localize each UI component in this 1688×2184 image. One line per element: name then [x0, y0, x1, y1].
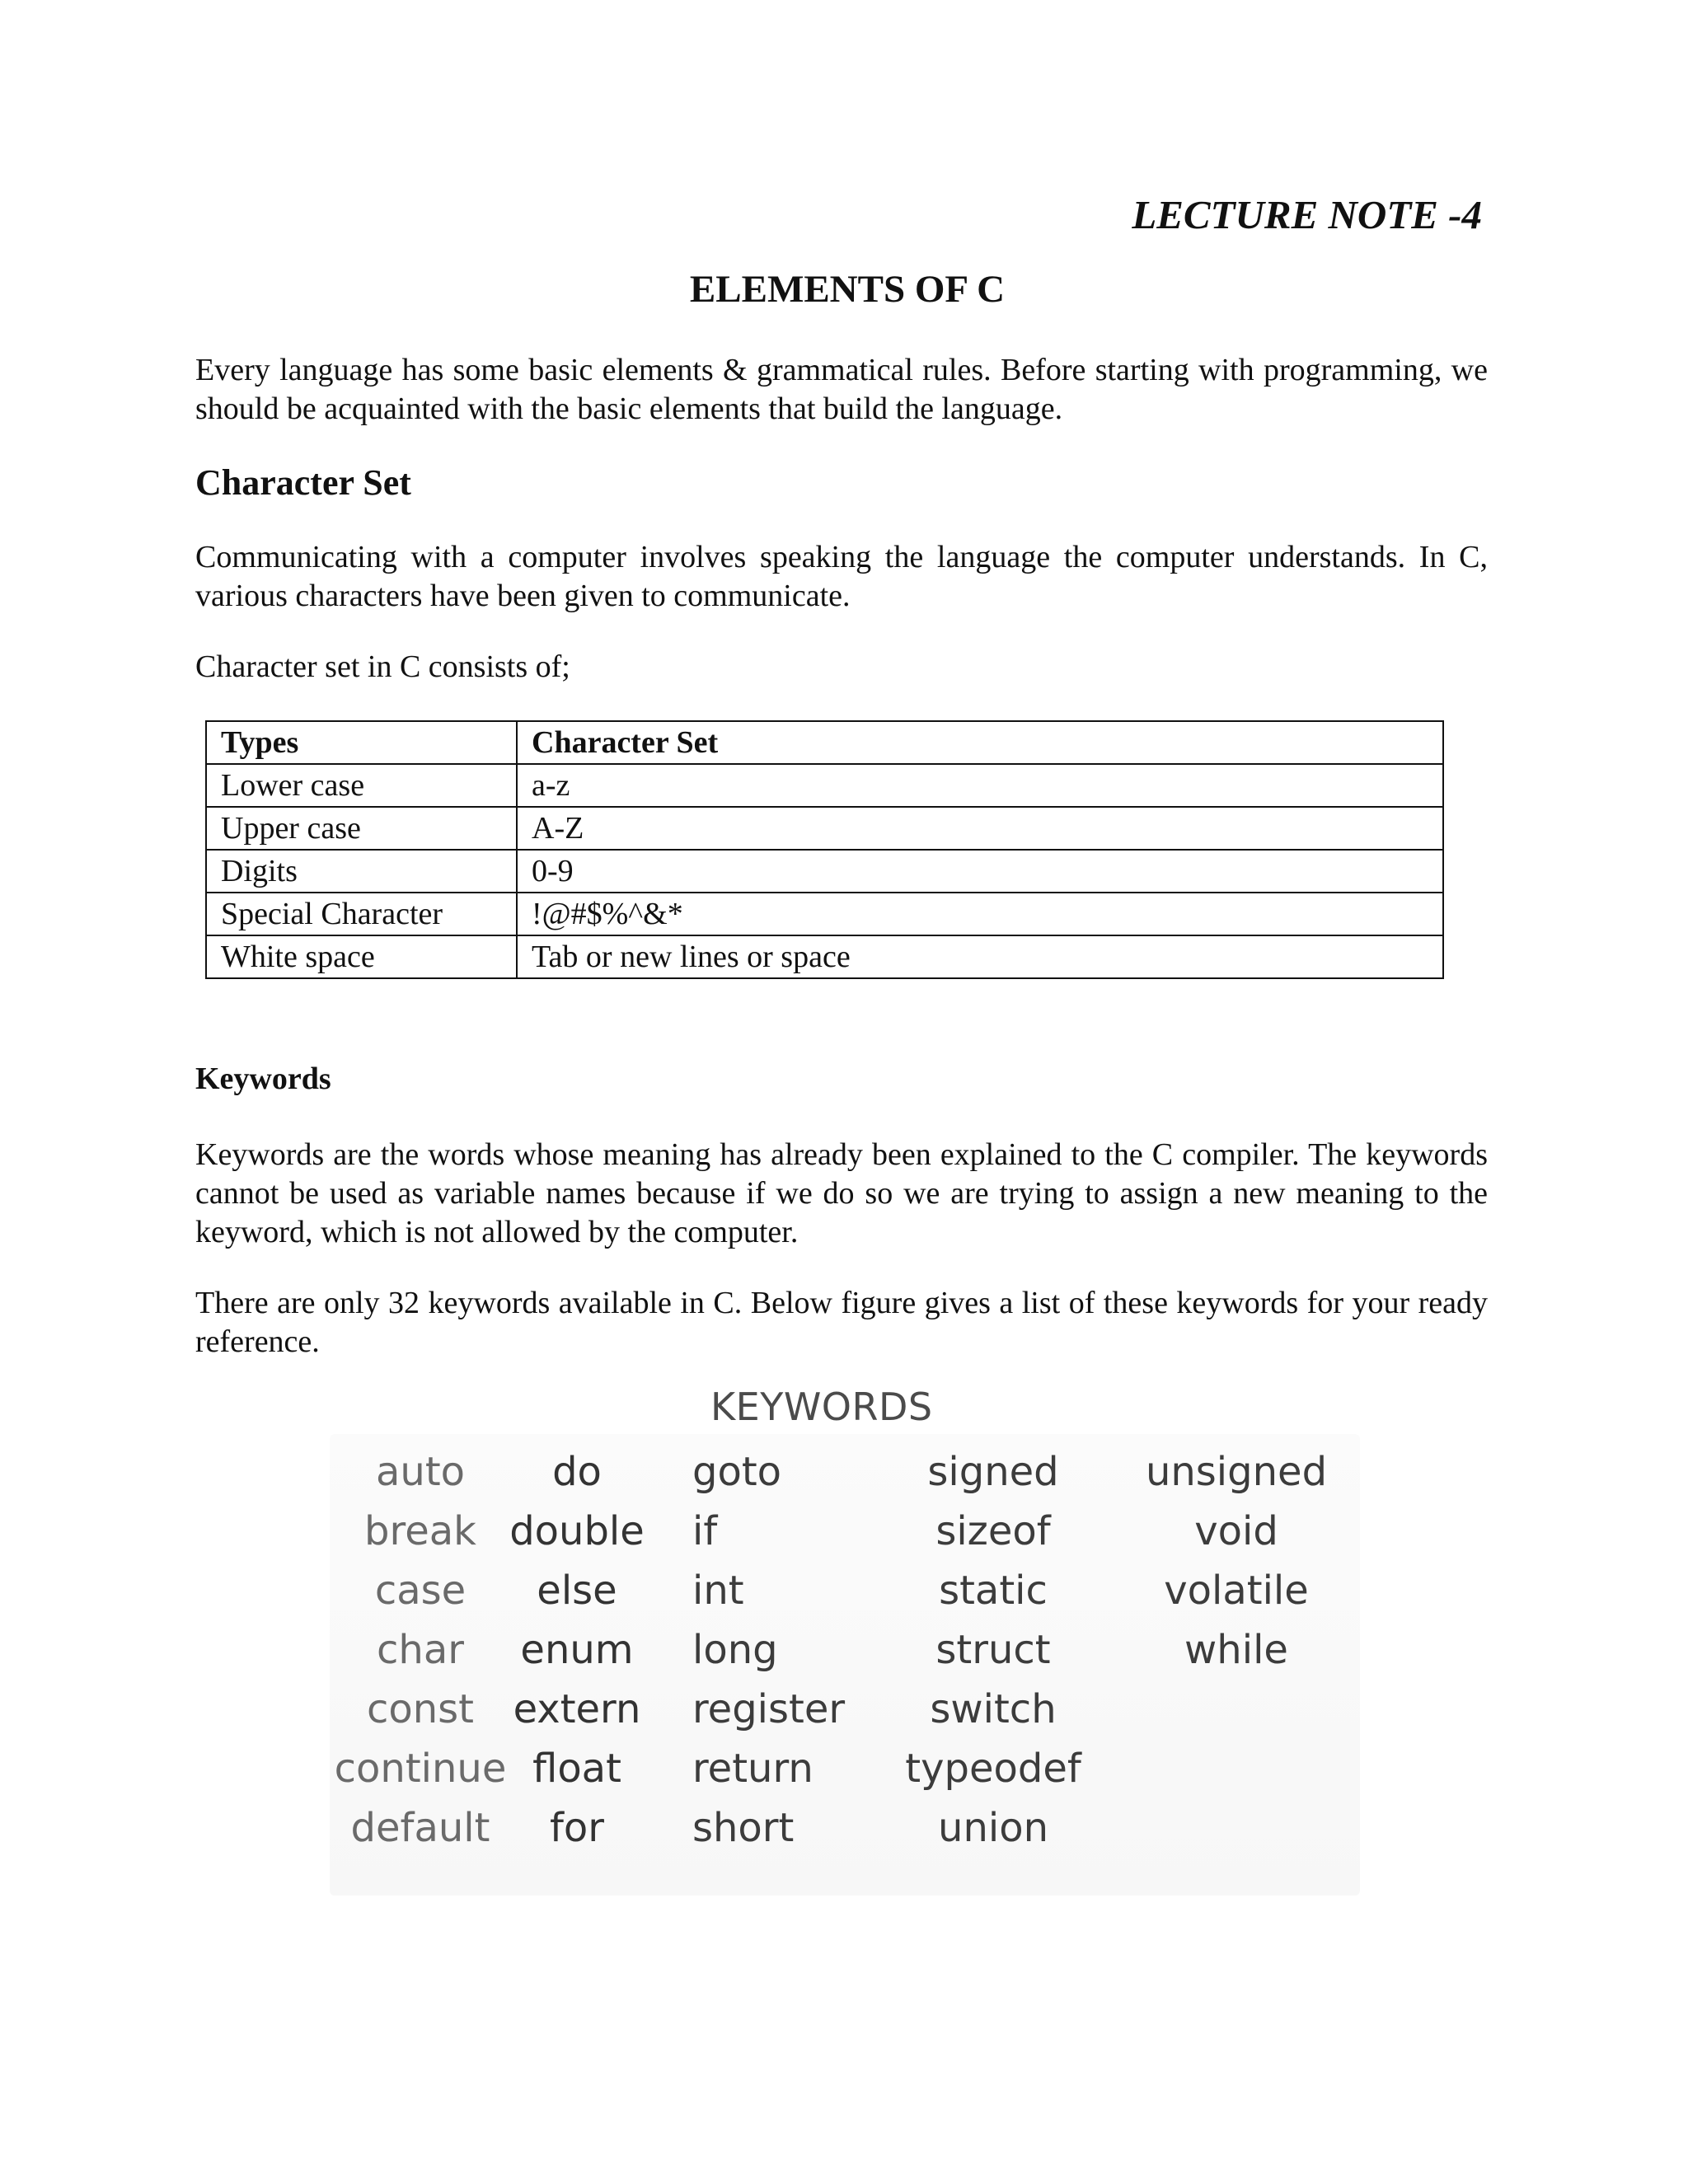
keyword-item: if — [692, 1508, 718, 1554]
table-cell-characters: a-z — [517, 764, 1443, 807]
keywords-count-paragraph: There are only 32 keywords available in C. Below figure gives a list of these keywords for your ready reference. — [195, 1286, 1488, 1359]
keyword-item: switch — [930, 1686, 1057, 1732]
keywords-paragraph: Keywords are the words whose meaning has already been explained to the C compiler. The keywords cannot be used as variable names because if we do so we are trying to assign a new meaning to the keyword, which is not allowed by the computer. — [195, 1137, 1488, 1249]
keyword-item: case — [374, 1568, 467, 1614]
keyword-column-1 — [330, 1442, 511, 1858]
table-header-character-set: Character Set — [517, 721, 1443, 764]
table-cell-characters: 0-9 — [517, 850, 1443, 893]
keyword-item: const — [366, 1686, 474, 1732]
keyword-item: union — [938, 1805, 1048, 1851]
keyword-item: do — [552, 1449, 602, 1495]
table-cell-type: White space — [206, 935, 517, 978]
lecture-note-label: LECTURE NOTE -4 — [1132, 192, 1482, 237]
keyword-item: signed — [927, 1449, 1059, 1495]
keyword-item: enum — [520, 1627, 634, 1673]
keyword-item: sizeof — [935, 1508, 1051, 1554]
table-cell-characters: Tab or new lines or space — [517, 935, 1443, 978]
table-cell-type: Upper case — [206, 807, 517, 850]
keyword-item: long — [692, 1627, 778, 1673]
keyword-item: double — [509, 1508, 645, 1554]
keyword-item: else — [537, 1568, 617, 1614]
table-header-row — [206, 721, 1443, 764]
character-set-consists-text: Character set in C consists of; — [195, 649, 570, 684]
keyword-item: void — [1194, 1508, 1278, 1554]
keyword-item: short — [692, 1805, 795, 1851]
keyword-item: register — [692, 1686, 846, 1732]
keyword-item: volatile — [1164, 1568, 1309, 1614]
keyword-column-3 — [668, 1442, 849, 1858]
table-row — [206, 807, 1443, 850]
keyword-item: typeodef — [905, 1746, 1081, 1792]
table-row — [206, 850, 1443, 893]
keyword-item: float — [532, 1746, 621, 1792]
keyword-item: while — [1184, 1627, 1288, 1673]
keyword-column-2 — [486, 1442, 668, 1858]
keyword-item: continue — [334, 1746, 507, 1792]
character-set-heading: Character Set — [195, 462, 411, 503]
table-cell-characters: A-Z — [517, 807, 1443, 850]
intro-paragraph: Every language has some basic elements & grammatical rules. Before starting with programming, we should be acquainted with the basic elements that build the language. — [195, 353, 1488, 426]
keyword-column-4 — [898, 1442, 1088, 1858]
table-cell-type: Digits — [206, 850, 517, 893]
keyword-item: extern — [513, 1686, 641, 1732]
keyword-item: for — [550, 1805, 604, 1851]
keyword-item: char — [377, 1627, 464, 1673]
keywords-figure — [330, 1385, 1376, 1896]
keyword-item: struct — [935, 1627, 1051, 1673]
keyword-item: default — [350, 1805, 490, 1851]
keyword-item: auto — [375, 1449, 466, 1495]
keywords-heading: Keywords — [195, 1062, 331, 1096]
table-cell-type: Lower case — [206, 764, 517, 807]
page-title: ELEMENTS OF C — [689, 268, 1006, 311]
figure-title: KEYWORDS — [710, 1385, 933, 1429]
table-cell-characters: !@#$%^&* — [517, 893, 1443, 935]
table-row — [206, 764, 1443, 807]
keyword-item: return — [692, 1746, 814, 1792]
table-row — [206, 935, 1443, 978]
character-set-paragraph: Communicating with a computer involves speaking the language the computer understands. In C, various characters have been given to communicate. — [195, 540, 1488, 613]
table-cell-type: Special Character — [206, 893, 517, 935]
keyword-item: break — [364, 1508, 476, 1554]
table-header-types: Types — [206, 721, 517, 764]
keyword-column-5 — [1137, 1442, 1335, 1680]
keyword-item: int — [692, 1568, 744, 1614]
keyword-item: goto — [692, 1449, 782, 1495]
keyword-item: static — [939, 1568, 1048, 1614]
keyword-item: unsigned — [1145, 1449, 1328, 1495]
character-set-table — [205, 720, 1444, 979]
table-row — [206, 893, 1443, 935]
